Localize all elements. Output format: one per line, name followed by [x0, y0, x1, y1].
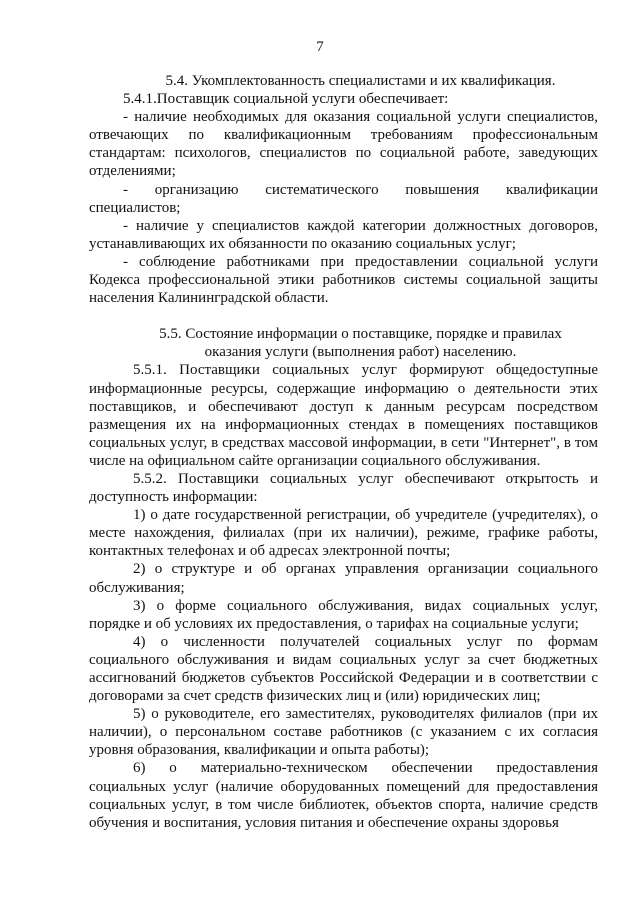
page-number: 7	[316, 39, 324, 55]
paragraph-5-5-2: 5.5.2. Поставщики социальных услуг обеспечивают открытость и доступность информации:	[89, 470, 598, 506]
list-item: 1) о дате государственной регистрации, об учредителе (учредителях), о месте нахождения, филиалах (при их наличии), режиме, графике работы, контактных телефонах и об адресах электронной почты;	[89, 507, 598, 560]
list-item: 6) о материально-техническом обеспечении предоставления социальных услуг (наличие оборудованных помещений для предоставления социальных услуг, в том числе библиотек, объектов спорта, наличие средств обучения и воспитания, условия питания и обеспечение охраны здоровья	[89, 760, 598, 831]
section-5-5-heading-line2: оказания услуги (выполнения работ) населению.	[204, 344, 517, 361]
list-item: - организацию систематического повышения квалификации специалистов;	[89, 181, 598, 216]
paragraph-5-4-1: 5.4.1.Поставщик социальной услуги обеспечивает:	[123, 91, 449, 108]
list-item: 4) о численности получателей социальных услуг по формам социального обслуживания и видам социальных услуг за счет бюджетных ассигнований бюджетов субъектов Российской Федерации и в соответствии с договорами за счет средств физических лиц и (или) юридических лиц;	[89, 633, 598, 705]
page-content	[89, 72, 598, 832]
section-gap	[89, 307, 598, 325]
list-item: 3) о форме социального обслуживания, видах социальных услуг, порядке и об условиях их предоставления, о тарифах на социальные услуги;	[89, 597, 598, 632]
section-5-4-heading: 5.4. Укомплектованность специалистами и их квалификация.	[165, 73, 556, 89]
paragraph-5-5-1: 5.5.1. Поставщики социальных услуг формируют общедоступные информационные ресурсы, содержащие информацию о деятельности этих поставщиков, и обеспечивают доступ к данным ресурсам посредством размещения их на информационных стендах в помещениях поставщиков социальных услуг, в средствах массовой информации, в сети "Интернет", в том числе на официальном сайте организации социального обслуживания.	[89, 362, 598, 469]
list-item: 5) о руководителе, его заместителях, руководителях филиалов (при их наличии), о персональном составе работников (с указанием с их согласия уровня образования, квалификации и опыта работы);	[89, 706, 598, 759]
section-5-5-heading-line1: 5.5. Состояние информации о поставщике, порядке и правилах	[159, 326, 562, 343]
list-item: - соблюдение работниками при предоставлении социальной услуги Кодекса профессиональной этики работников системы социальной защиты населения Калининградской области.	[89, 253, 598, 307]
list-item: - наличие необходимых для оказания социальной услуги специалистов, отвечающих по квалификационным требованиям профессиональным стандартам: психологов, специалистов по социальной работе, заведующих отделениями;	[89, 109, 598, 180]
list-item: 2) о структуре и об органах управления организации социального обслуживания;	[89, 561, 598, 596]
list-item: - наличие у специалистов каждой категории должностных договоров, устанавливающих их обязанности по оказанию социальных услуг;	[89, 217, 598, 252]
